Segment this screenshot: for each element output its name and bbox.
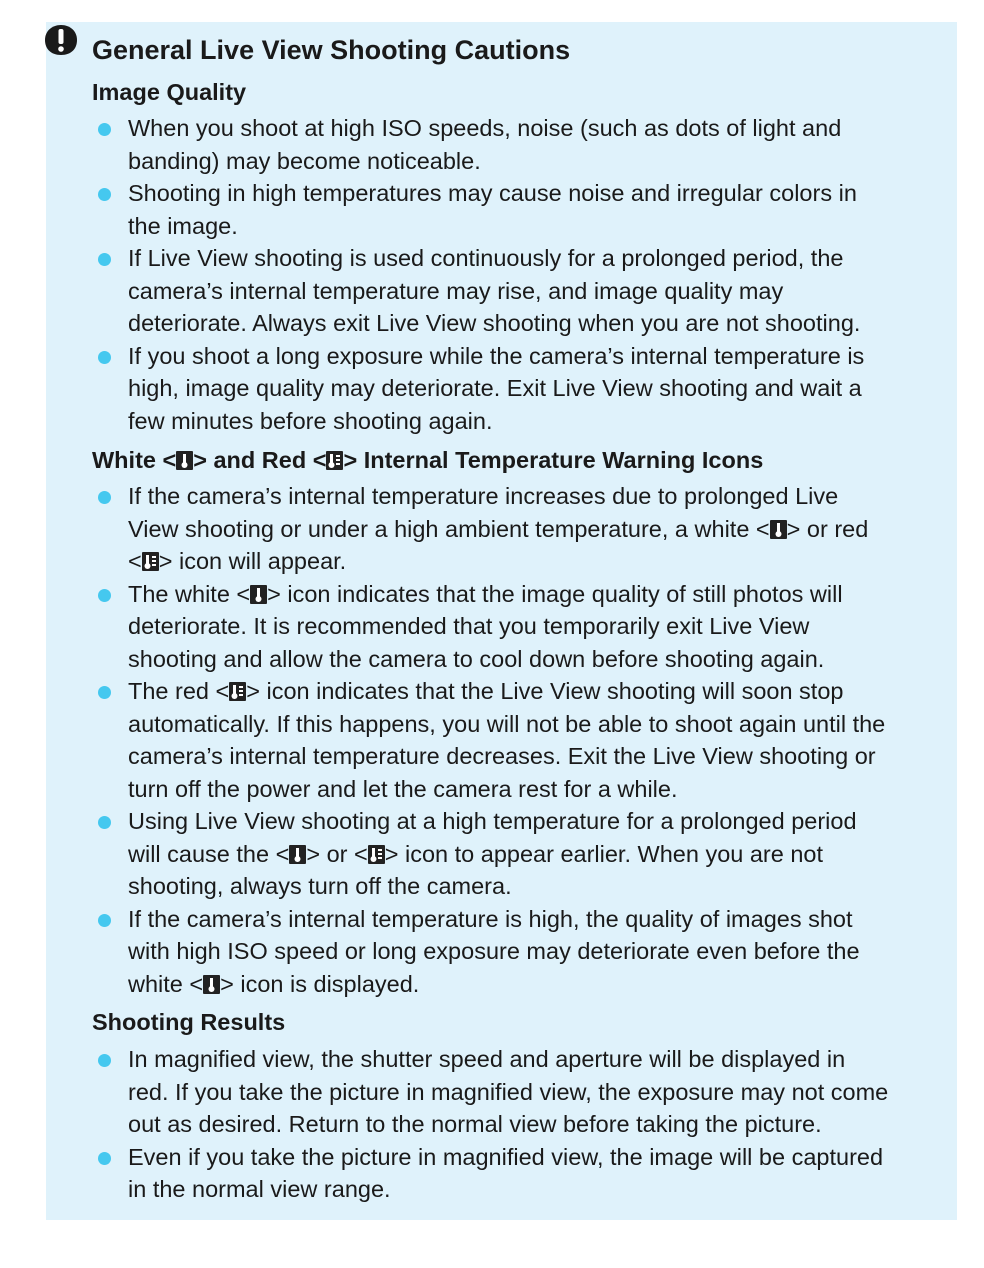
bullet-dot-icon [98,188,111,201]
red-temperature-warning-icon [326,451,343,470]
list-item: When you shoot at high ISO speeds, noise (such as dots of light and banding) may become noticeable. [92,112,942,177]
bullet-dot-icon [98,914,111,927]
list-item: Using Live View shooting at a high temperature for a prolonged period will cause the < > or < > icon to appear earlier. When you are not shooting, always turn off the camera. [92,805,942,903]
white-temperature-warning-icon [176,451,193,470]
red-temperature-warning-icon [229,682,246,701]
white-temperature-warning-icon [250,585,267,604]
list-item: If the camera’s internal temperature is high, the quality of images shot with high ISO speed or long exposure may deteriorate even before the white < > icon is displayed. [92,903,942,1001]
list-item: Even if you take the picture in magnified view, the image will be captured in the normal view range. [92,1141,942,1206]
bullet-dot-icon [98,1054,111,1067]
bullet-dot-icon [98,816,111,829]
temperature-warning-list [92,480,942,1000]
white-temperature-warning-icon [203,975,220,994]
bullet-dot-icon [98,351,111,364]
shooting-results-list [92,1043,942,1206]
red-temperature-warning-icon [142,552,159,571]
list-item: The white < > icon indicates that the image quality of still photos will deteriorate. It is recommended that you temporarily exit Live View shooting and allow the camera to cool down before shooting again. [92,578,942,676]
section-heading-shooting-results: Shooting Results [92,1009,286,1035]
bullet-dot-icon [98,123,111,136]
list-item: The red < > icon indicates that the Live View shooting will soon stop automatically. If this happens, you will not be able to shoot again until the camera’s internal temperature decreases. Exit the Live View shooting or turn off the power and let the camera rest for a while. [92,675,942,805]
list-item: Shooting in high temperatures may cause noise and irregular colors in the image. [92,177,942,242]
bullet-dot-icon [98,491,111,504]
page-title: General Live View Shooting Cautions [92,35,571,65]
list-item: In magnified view, the shutter speed and aperture will be displayed in red. If you take the picture in magnified view, the exposure may not come out as desired. Return to the normal view before taking the picture. [92,1043,942,1141]
bullet-dot-icon [98,589,111,602]
bullet-dot-icon [98,253,111,266]
list-item: If the camera’s internal temperature increases due to prolonged Live View shooting or under a high ambient temperature, a white < > or red < > icon will appear. [92,480,942,578]
white-temperature-warning-icon [770,520,787,539]
image-quality-list [92,112,942,437]
white-temperature-warning-icon [289,845,306,864]
list-item: If you shoot a long exposure while the camera’s internal temperature is high, image quality may deteriorate. Exit Live View shooting and wait a few minutes before shooting again. [92,340,942,438]
section-heading-image-quality: Image Quality [92,79,247,105]
red-temperature-warning-icon [368,845,385,864]
section-heading-temperature-warnings: White < > and Red < > Internal Temperature Warning Icons [92,447,764,473]
bullet-dot-icon [98,1152,111,1165]
caution-exclamation-icon [44,24,78,58]
bullet-dot-icon [98,686,111,699]
list-item: If Live View shooting is used continuously for a prolonged period, the camera’s internal temperature may rise, and image quality may deteriorate. Always exit Live View shooting when you are not shooting. [92,242,942,340]
